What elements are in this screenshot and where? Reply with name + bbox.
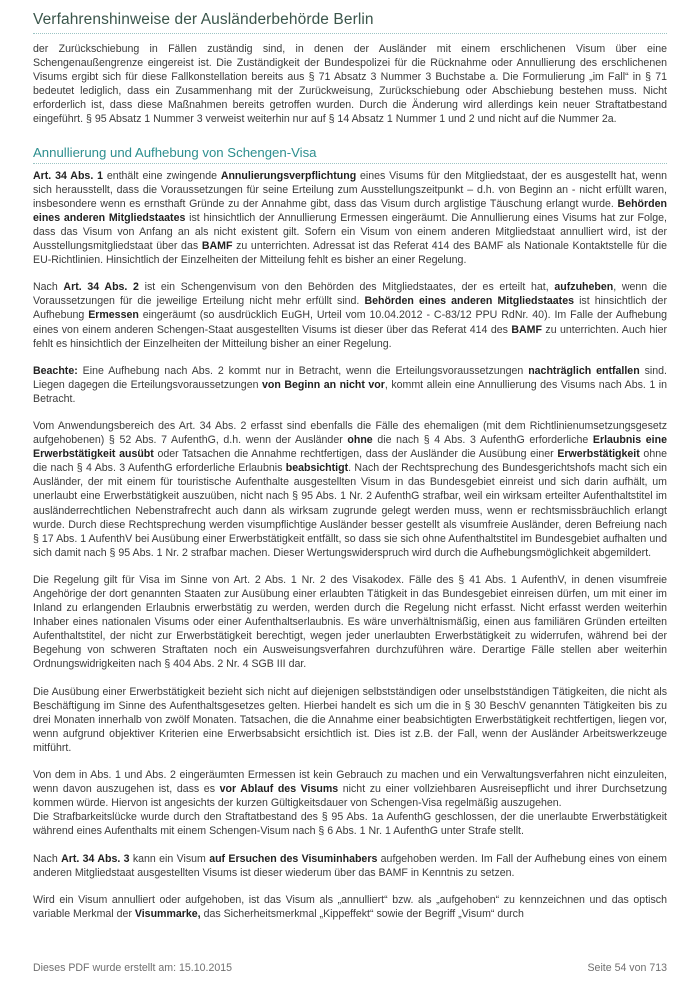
paragraph xyxy=(33,364,667,406)
text-run: enthält eine zwingende xyxy=(102,169,221,182)
bold-text-run: Art. 34 Abs. 3 xyxy=(61,852,130,865)
bold-text-run: von Beginn an nicht vor xyxy=(261,378,385,391)
paragraph xyxy=(33,42,667,127)
bold-text-run: Behörden eines anderen Mitgliedstaates xyxy=(33,197,667,224)
paragraph xyxy=(33,852,667,880)
bold-text-run: aufzuheben xyxy=(554,281,614,294)
paragraph xyxy=(33,169,667,268)
bold-text-run: Art. 34 Abs. 2 xyxy=(63,281,139,294)
document-content xyxy=(33,34,667,921)
page-footer xyxy=(33,962,667,974)
paragraph xyxy=(33,280,667,350)
bold-text-run: Erlaubnis eine Erwerbstätigkeit ausübt xyxy=(33,434,667,461)
text-run: . Nach der Rechtsprechung des Bundesgerichtshofs macht sich ein Ausländer, der mit einem für touristische Aufenthalte ausgestellten Visum in das Bundesgebiet einreist und sich darin aufhält, um unerlaubt eine Erwerbstätigkeit auszuüben, nicht nach § 95 Abs. 1 Nr. 2 AufenthG strafbar, weil ein wirksam erteilter Aufenthaltstitel im ausländerrechtlichen Nebenstrafrecht auch dann als wirksam zugrunde gelegt werden muss, wenn er rechtsmissbräuchlich erlangt wurde. Durch diese Rechtsprechung werden visumpflichtige Ausländer besser gestellt als visumfreie Ausländer, deren Befreiung nach § 17 Abs. 1 AufenthV bei Ausübung einer Erwerbstätigkeit entfällt, so dass sie sich ohne Aufenthaltstitel im Bundesgebiet aufhalten und sich damit nach § 95 Abs. 1 Nr. 2 strafbar machen. Dieser Wertungswiderspruch wird durch die Aufhebungsmöglichkeit abgemildert. xyxy=(33,462,667,559)
document-title: Verfahrenshinweise der Ausländerbehörde Berlin xyxy=(33,0,667,34)
text-run: das Sicherheitsmerkmal „Kippeffekt“ sowie der Begriff „Visum“ durch xyxy=(200,907,524,920)
text-run: die nach § 4 Abs. 3 AufenthG erforderliche xyxy=(372,434,593,447)
text-run: zu unterrichten. Auch hier fehlt es hinsichtlich der Einzelheiten der Mitteilung bisher an einer Regelung. xyxy=(33,323,667,350)
paragraph xyxy=(33,419,667,560)
text-run: eines Visums für den Mitgliedstaat, der es ausgestellt hat, wenn sich herausstellt, dass die Voraussetzungen für seine Erteilung zum Ausstellungszeitpunkt – d.h. von Beginn an - nicht erfüllt waren, insbesondere wenn es ernsthaft Gründe zu der Annahme gibt, dass das Visum durch arglistige Täuschung erlangt wurde. xyxy=(33,169,667,210)
text-run: Die Ausübung einer Erwerbstätigkeit bezieht sich nicht auf diejenigen selbstständigen oder unselbstständigen Tätigkeiten, die nicht als Beschäftigung im Sinne des Aufenthaltsgesetzes gelten. Hierbei handelt es sich um die in § 30 BeschV genannten Tätigkeiten bis zu drei Monaten innerhalb von zwölf Monaten. Tatsachen, die die Annahme einer beabsichtigten Erwerbstätigkeit rechtfertigen, liegen vor, wenn aufgrund objektiver Kriterien eine Erwerbsabsicht ersichtlich ist. Dies ist z.B. der Fall, wenn der Ausländer Arbeitswerkzeuge mitführt. xyxy=(33,685,667,754)
text-run: ist hinsichtlich der Annullierung Ermessen eingeräumt. Die Annullierung eines Visums hat zur Folge, dass das Visum von Anfang an als nicht existent gilt. Sofern ein Visum von einem anderen Mitgliedstaat annulliert wird, ist der Ausstellungsmitgliedstaat über das xyxy=(33,211,667,253)
bold-text-run: beabsichtigt xyxy=(285,462,349,475)
paragraph xyxy=(33,685,667,755)
text-run: oder Tatsachen die Annahme rechtfertigen, dass der Ausländer die Ausübung einer xyxy=(153,448,558,461)
text-run: zu unterrichten. Adressat ist das Referat 414 des BAMF als Nationale Kontaktstelle für die EU-Richtlinien. Hinsichtlich der Einzelheiten der Mitteilung fehlt es bisher an einer Regelung. xyxy=(33,240,668,267)
bold-text-run: nachträglich entfallen xyxy=(528,364,640,377)
text-run: Nach xyxy=(33,852,62,865)
text-run: Die Strafbarkeitslücke wurde durch den Straftatbestand des § 95 Abs. 1a AufenthG geschlossen, der die unerlaubte Erwerbstätigkeit während eines Aufenthalts mit einem Schengen-Visum nach § 6 Abs. 1 Nr. 1 AufenthG unter Strafe stellt. xyxy=(33,811,667,838)
text-run: kann ein Visum xyxy=(129,852,210,865)
text-run: ohne die nach § 4 Abs. 3 AufenthG erforderliche Erlaubnis xyxy=(33,448,668,475)
text-run: , kommt allein eine Annullierung des Visums nach Abs. 1 in Betracht. xyxy=(33,378,667,405)
text-run: aufgehoben werden. Im Fall der Aufhebung eines von einem anderen Mitgliedstaat ausgestellten Visums ist dieser wiederum über das BAMF in Kenntnis zu setzen. xyxy=(33,852,667,879)
bold-text-run: ohne xyxy=(347,434,373,447)
text-run: Eine Aufhebung nach Abs. 2 kommt nur in Betracht, wenn die Erteilungsvoraussetzungen xyxy=(77,364,529,377)
text-run: nicht zu einer vollziehbaren Ausreisepflicht und ihrer Durchsetzung kommen würde. Hiervon ist angesichts der kurzen Gültigkeitsdauer von Schengen-Visa regelmäßig auszugehen. xyxy=(33,783,667,810)
text-run: Wird ein Visum annulliert oder aufgehoben, ist das Visum als „annulliert“ bzw. als „aufgehoben“ zu kennzeichnen und das optisch variable Merkmal der xyxy=(33,893,667,920)
text-run: Vom Anwendungsbereich des Art. 34 Abs. 2 erfasst sind ebenfalls die Fälle des ehemaligen (mit dem Richtlinienumsetzungsgesetz aufgehobenen) § 52 Abs. 7 AufenthG, d.h. wenn der Ausländer xyxy=(33,419,667,447)
bold-text-run: Erwerbstätigkeit xyxy=(557,448,640,461)
footer-page-number: Seite 54 von 713 xyxy=(587,962,667,974)
bold-text-run: Ermessen xyxy=(88,309,139,322)
footer-created-date: Dieses PDF wurde erstellt am: 15.10.2015 xyxy=(33,962,233,974)
bold-text-run: BAMF xyxy=(511,323,542,336)
bold-text-run: Annulierungsverpflichtung xyxy=(220,169,357,182)
text-run: der Zurückschiebung in Fällen zuständig sind, in denen der Ausländer mit einem erschlichenen Visum über eine Schengenaußengrenze eingereist ist. Die Zuständigkeit der Bundespolizei für die Rücknahme oder Annullierung des erschlichenen Visums ergibt sich für diese Fallkonstellation bereits aus § 71 Absatz 3 Nummer 3 Buchstabe a. Die Formulierung „im Fall“ in § 71 bedeutet lediglich, dass ein Zusammenhang mit der Zurückweisung, Zurückschiebung oder Abschiebung bestehen muss. Nicht erforderlich ist, dass diese Maßnahmen bereits getroffen wurden. Durch die Änderung wird allerdings kein neuer Straftatbestand eingeführt. § 95 Absatz 1 Nummer 3 verweist weiterhin nur auf § 14 Absatz 1 Nummer 1 und 2 und nicht auf die Nummer 2a. xyxy=(33,43,667,126)
text-run: ist hinsichtlich der Aufhebung xyxy=(33,295,667,322)
bold-text-run: vor Ablauf des Visums xyxy=(219,783,339,796)
text-run: Nach xyxy=(33,281,64,294)
text-run: ist ein Schengenvisum von den Behörden des Mitgliedstaates, der es erteilt hat, xyxy=(138,281,555,294)
paragraph xyxy=(33,768,667,810)
text-run: eingeräumt (so ausdrücklich EuGH, Urteil vom 10.04.2012 - C-83/12 PPU RdNr. 40). Im Falle der Aufhebung eines von einem anderen Schengen-Staat ausgestellten Visums ist dieser über das Referat 414 des xyxy=(33,309,667,336)
text-run: Von dem in Abs. 1 und Abs. 2 eingeräumten Ermessen ist kein Gebrauch zu machen und ein Verwaltungsverfahren nicht einzuleiten, wenn davon auszugehen ist, dass es xyxy=(33,769,667,796)
paragraph xyxy=(33,810,667,838)
bold-text-run: BAMF xyxy=(201,240,233,253)
paragraph xyxy=(33,893,667,921)
text-run: Die Regelung gilt für Visa im Sinne von Art. 2 Abs. 1 Nr. 2 des Visakodex. Fälle des § 41 Abs. 1 AufenthV, in denen visumfreie Angehörige der dort genannten Staaten zur Ausübung einer erlaubten Tätigkeit in das Bundesgebiet einreisen dürfen, um mit einer im Inland zu erlangenden Erlaubnis erwerbstätig zu werden, werden durch die Regelung nicht erfasst. Nicht erfasst werden weiterhin Inhaber eines nationalen Visums oder einer Aufenthaltserlaubnis. Es wäre unverhältnismäßig, einen aus familiären Gründen erteilten Aufenthaltstitel, der nicht zur Erwerbstätigkeit berechtigt, wegen jeder unerlaubten Erwerbstätigkeit zu widerrufen, während bei der Begehung von schweren Straftaten noch ein Ausweisungsverfahren durchzuführen wäre. Derartige Fälle stellen aber weiterhin Ordnungswidrigkeiten nach § 404 Abs. 2 Nr. 4 SGB III dar. xyxy=(33,573,667,671)
paragraph xyxy=(33,573,667,672)
bold-text-run: Visummarke, xyxy=(134,907,201,920)
bold-text-run: auf Ersuchen des Visuminhabers xyxy=(209,852,378,865)
bold-text-run: Beachte: xyxy=(33,364,78,377)
bold-text-run: Art. 34 Abs. 1 xyxy=(33,169,103,182)
text-run: , wenn die Voraussetzungen für die jeweilige Erteilung nicht mehr erfüllt sind. xyxy=(33,281,668,308)
bold-text-run: Behörden eines anderen Mitgliedstaates xyxy=(364,295,574,308)
section-heading: Annullierung und Aufhebung von Schengen-Visa xyxy=(33,145,667,164)
text-run: sind. Liegen dagegen die Erteilungsvoraussetzungen xyxy=(33,364,667,391)
